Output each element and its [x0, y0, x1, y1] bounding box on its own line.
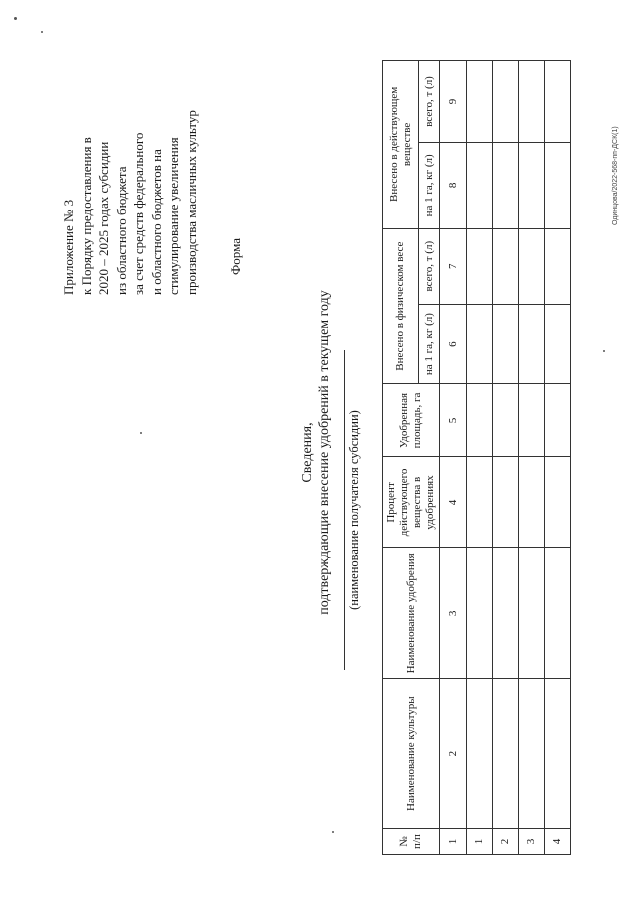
column-number: 2 [440, 679, 467, 829]
column-number: 3 [440, 548, 467, 679]
physical-per-ha-cell[interactable] [545, 304, 571, 384]
header-active-percent: Процент действующего вещества в удобрениях [383, 457, 440, 548]
column-number: 8 [440, 142, 467, 228]
form-label: Форма [228, 238, 243, 275]
recipient-caption: (наименование получателя субсидии) [347, 410, 361, 610]
active-total-cell[interactable] [493, 61, 519, 143]
appendix-block [60, 0, 200, 295]
area-cell[interactable] [519, 384, 545, 457]
scan-speck [140, 432, 142, 434]
scan-speck [41, 31, 43, 33]
header-crop: Наименование культуры [383, 679, 440, 829]
row-number: 4 [545, 829, 571, 855]
appendix-line: стимулирование увеличения [166, 137, 181, 295]
appendix-line: и областного бюджетов на [148, 149, 164, 295]
active-total-cell[interactable] [467, 61, 493, 143]
fertilizer-table [382, 60, 571, 855]
active-per-ha-cell[interactable] [519, 142, 545, 228]
header-physical-total: всего, т (л) [419, 228, 440, 304]
physical-total-cell[interactable] [545, 228, 571, 304]
table-row [519, 61, 545, 855]
appendix-line: Приложение № 3 [61, 199, 76, 295]
column-number: 7 [440, 228, 467, 304]
crop-cell[interactable] [467, 679, 493, 829]
row-number: 1 [467, 829, 493, 855]
physical-per-ha-cell[interactable] [467, 304, 493, 384]
scan-speck [603, 350, 605, 352]
column-number: 5 [440, 384, 467, 457]
document-title: Сведения, [300, 422, 315, 483]
appendix-line: 2020 – 2025 годах субсидии [96, 141, 111, 295]
active-per-ha-cell[interactable] [467, 142, 493, 228]
fertilizer-cell[interactable] [493, 548, 519, 679]
physical-per-ha-cell[interactable] [493, 304, 519, 384]
document-subtitle: подтверждающие внесение удобрений в текущем году [317, 290, 332, 615]
table-row [545, 61, 571, 855]
active-total-cell[interactable] [545, 61, 571, 143]
header-active-per-ha: на 1 га, кг (л) [419, 142, 440, 228]
active-percent-cell[interactable] [545, 457, 571, 548]
active-per-ha-cell[interactable] [493, 142, 519, 228]
row-number: 3 [519, 829, 545, 855]
header-fertilizer: Наименование удобрения [383, 548, 440, 679]
column-number: 4 [440, 457, 467, 548]
crop-cell[interactable] [519, 679, 545, 829]
active-percent-cell[interactable] [493, 457, 519, 548]
header-physical-per-ha: на 1 га, кг (л) [419, 304, 440, 384]
appendix-line: к Порядку предоставления в [78, 137, 94, 295]
header-active-total: всего, т (л) [419, 61, 440, 143]
scan-speck [332, 831, 334, 833]
area-cell[interactable] [493, 384, 519, 457]
header-area: Удобренная площадь, га [383, 384, 440, 457]
recipient-fill-line [344, 350, 345, 670]
column-number: 1 [440, 829, 467, 855]
crop-cell[interactable] [493, 679, 519, 829]
column-number: 6 [440, 304, 467, 384]
physical-total-cell[interactable] [493, 228, 519, 304]
physical-total-cell[interactable] [467, 228, 493, 304]
table-row [467, 61, 493, 855]
appendix-line: из областного бюджета [113, 166, 129, 295]
header-num: № п/п [383, 829, 440, 855]
scan-speck [14, 17, 17, 20]
physical-per-ha-cell[interactable] [519, 304, 545, 384]
crop-cell[interactable] [545, 679, 571, 829]
fertilizer-cell[interactable] [467, 548, 493, 679]
row-number: 2 [493, 829, 519, 855]
table-row [493, 61, 519, 855]
header-physical-group: Внесено в физическом весе [383, 228, 419, 384]
fertilizer-cell[interactable] [519, 548, 545, 679]
active-total-cell[interactable] [519, 61, 545, 143]
table-header-row [383, 61, 419, 855]
appendix-line: производства масличных культур [183, 110, 199, 295]
active-percent-cell[interactable] [519, 457, 545, 548]
area-cell[interactable] [545, 384, 571, 457]
area-cell[interactable] [467, 384, 493, 457]
fertilizer-cell[interactable] [545, 548, 571, 679]
column-number-row [440, 61, 467, 855]
document-reference: Одинцова/2022-568-пп-ДСК(1) [612, 126, 619, 225]
active-per-ha-cell[interactable] [545, 142, 571, 228]
physical-total-cell[interactable] [519, 228, 545, 304]
active-percent-cell[interactable] [467, 457, 493, 548]
header-active-group: Внесено в действующем веществе [383, 61, 419, 229]
appendix-line: за счет средств федерального [131, 132, 146, 295]
column-number: 9 [440, 61, 467, 143]
